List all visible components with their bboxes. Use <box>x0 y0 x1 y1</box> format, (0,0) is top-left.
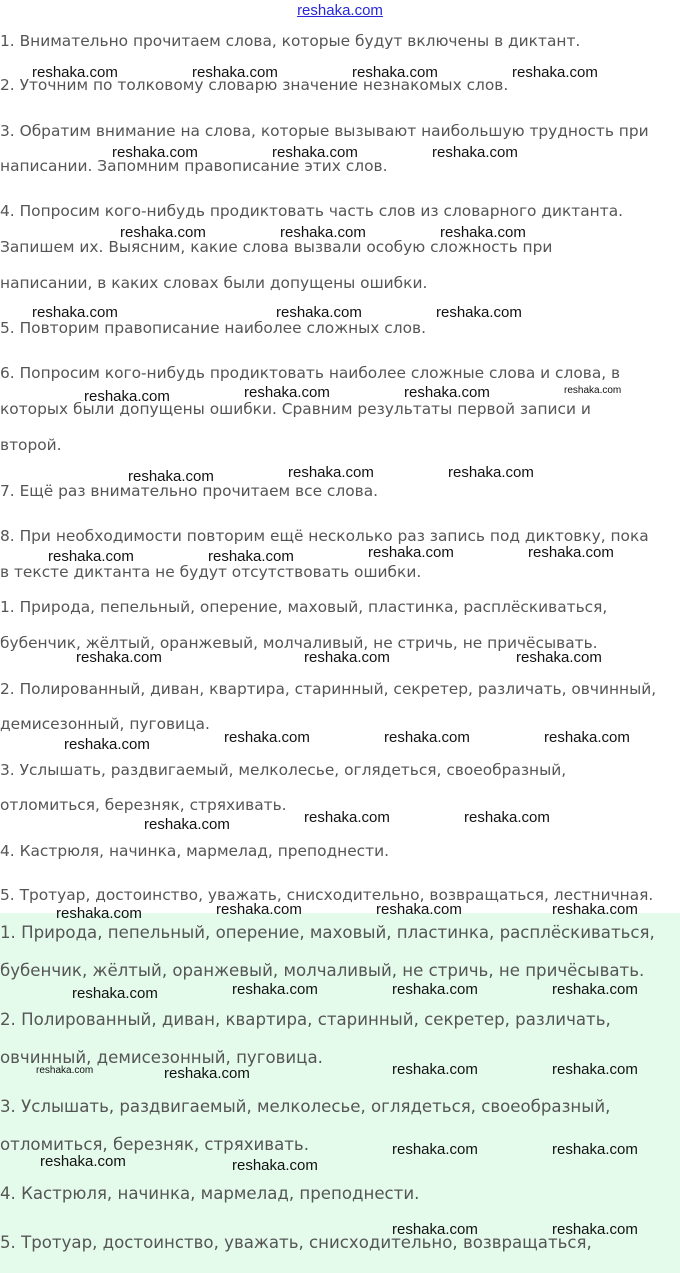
watermark: reshaka.com <box>552 1061 638 1078</box>
watermark: reshaka.com <box>544 729 630 746</box>
word-group-line: демисезонный, пуговица. <box>0 715 210 733</box>
watermark: reshaka.com <box>304 809 390 826</box>
watermark: reshaka.com <box>516 649 602 666</box>
answer-line: отломиться, березняк, стряхивать. <box>0 1135 309 1154</box>
instruction-line: 8. При необходимости повторим ещё несколько раз запись под диктовку, пока <box>0 527 649 545</box>
watermark: reshaka.com <box>528 544 614 561</box>
watermark: reshaka.com <box>384 729 470 746</box>
watermark: reshaka.com <box>128 468 214 485</box>
instruction-line: в тексте диктанта не будут отсутствовать ошибки. <box>0 563 422 581</box>
word-group-line: 4. Кастрюля, начинка, мармелад, преподнести. <box>0 842 389 860</box>
word-group-line: отломиться, березняк, стряхивать. <box>0 796 287 814</box>
word-group-line: 2. Полированный, диван, квартира, старинный, секретер, различать, овчинный, <box>0 680 657 698</box>
instruction-line: 6. Попросим кого-нибудь продиктовать наиболее сложные слова и слова, в <box>0 364 621 382</box>
watermark: reshaka.com <box>368 544 454 561</box>
watermark: reshaka.com <box>32 64 118 81</box>
watermark: reshaka.com <box>272 144 358 161</box>
watermark: reshaka.com <box>64 736 150 753</box>
watermark: reshaka.com <box>440 224 526 241</box>
watermark: reshaka.com <box>552 1141 638 1158</box>
watermark: reshaka.com <box>164 1065 250 1082</box>
watermark: reshaka.com <box>40 1153 126 1170</box>
watermark: reshaka.com <box>304 649 390 666</box>
instruction-line: написании. Запомним правописание этих слов. <box>0 157 388 175</box>
instruction-line: написании, в каких словах были допущены ошибки. <box>0 274 428 292</box>
instruction-line: 5. Повторим правописание наиболее сложных слов. <box>0 319 426 337</box>
watermark: reshaka.com <box>56 905 142 922</box>
instruction-line: 3. Обратим внимание на слова, которые вызывают наибольшую трудность при <box>0 122 649 140</box>
instruction-line: 7. Ещё раз внимательно прочитаем все слова. <box>0 482 379 500</box>
answer-line: 5. Тротуар, достоинство, уважать, снисходительно, возвращаться, <box>0 1233 592 1252</box>
watermark: reshaka.com <box>448 464 534 481</box>
watermark: reshaka.com <box>244 384 330 401</box>
watermark: reshaka.com <box>120 224 206 241</box>
watermark: reshaka.com <box>112 144 198 161</box>
answer-line: 2. Полированный, диван, квартира, старинный, секретер, различать, <box>0 1010 611 1029</box>
watermark: reshaka.com <box>76 649 162 666</box>
word-group-line: 1. Природа, пепельный, оперение, маховый, пластинка, расплёскиваться, <box>0 598 608 616</box>
word-group-line: бубенчик, жёлтый, оранжевый, молчаливый, не стричь, не причёсывать. <box>0 634 598 652</box>
instruction-line: которых были допущены ошибки. Сравним результаты первой записи и <box>0 400 591 418</box>
watermark: reshaka.com <box>232 981 318 998</box>
watermark: reshaka.com <box>280 224 366 241</box>
watermark: reshaka.com <box>216 901 302 918</box>
answer-line: 1. Природа, пепельный, оперение, маховый, пластинка, расплёскиваться, <box>0 923 655 942</box>
watermark: reshaka.com <box>276 304 362 321</box>
watermark: reshaka.com <box>352 64 438 81</box>
watermark: reshaka.com <box>552 981 638 998</box>
watermark: reshaka.com <box>84 388 170 405</box>
watermark: reshaka.com <box>392 1061 478 1078</box>
watermark: reshaka.com <box>404 384 490 401</box>
watermark: reshaka.com <box>192 64 278 81</box>
site-header-link[interactable]: reshaka.com <box>297 2 383 19</box>
instruction-line: 1. Внимательно прочитаем слова, которые будут включены в диктант. <box>0 32 581 50</box>
watermark: reshaka.com <box>512 64 598 81</box>
watermark: reshaka.com <box>376 901 462 918</box>
watermark: reshaka.com <box>32 304 118 321</box>
watermark: reshaka.com <box>392 1141 478 1158</box>
watermark: reshaka.com <box>144 816 230 833</box>
answer-line: бубенчик, жёлтый, оранжевый, молчаливый, не стричь, не причёсывать. <box>0 961 645 980</box>
answer-line: 4. Кастрюля, начинка, мармелад, преподнести. <box>0 1184 420 1203</box>
watermark: reshaka.com <box>232 1157 318 1174</box>
word-group-line: 5. Тротуар, достоинство, уважать, снисходительно, возвращаться, лестничная. <box>0 886 654 904</box>
watermark: reshaka.com <box>564 385 622 396</box>
answer-line: овчинный, демисезонный, пуговица. <box>0 1048 323 1067</box>
instruction-line: 4. Попросим кого-нибудь продиктовать часть слов из словарного диктанта. <box>0 202 624 220</box>
watermark: reshaka.com <box>224 729 310 746</box>
watermark: reshaka.com <box>552 901 638 918</box>
watermark: reshaka.com <box>432 144 518 161</box>
watermark: reshaka.com <box>36 1065 94 1076</box>
watermark: reshaka.com <box>552 1221 638 1238</box>
watermark: reshaka.com <box>288 464 374 481</box>
instruction-line: второй. <box>0 436 62 454</box>
watermark: reshaka.com <box>436 304 522 321</box>
instruction-line: Запишем их. Выясним, какие слова вызвали особую сложность при <box>0 238 553 256</box>
watermark: reshaka.com <box>72 985 158 1002</box>
answer-line: 3. Услышать, раздвигаемый, мелколесье, оглядеться, своеобразный, <box>0 1097 611 1116</box>
watermark: reshaka.com <box>208 548 294 565</box>
watermark: reshaka.com <box>464 809 550 826</box>
watermark: reshaka.com <box>48 548 134 565</box>
word-group-line: 3. Услышать, раздвигаемый, мелколесье, оглядеться, своеобразный, <box>0 761 567 779</box>
watermark: reshaka.com <box>392 1221 478 1238</box>
watermark: reshaka.com <box>392 981 478 998</box>
instruction-line: 2. Уточним по толковому словарю значение незнакомых слов. <box>0 76 509 94</box>
